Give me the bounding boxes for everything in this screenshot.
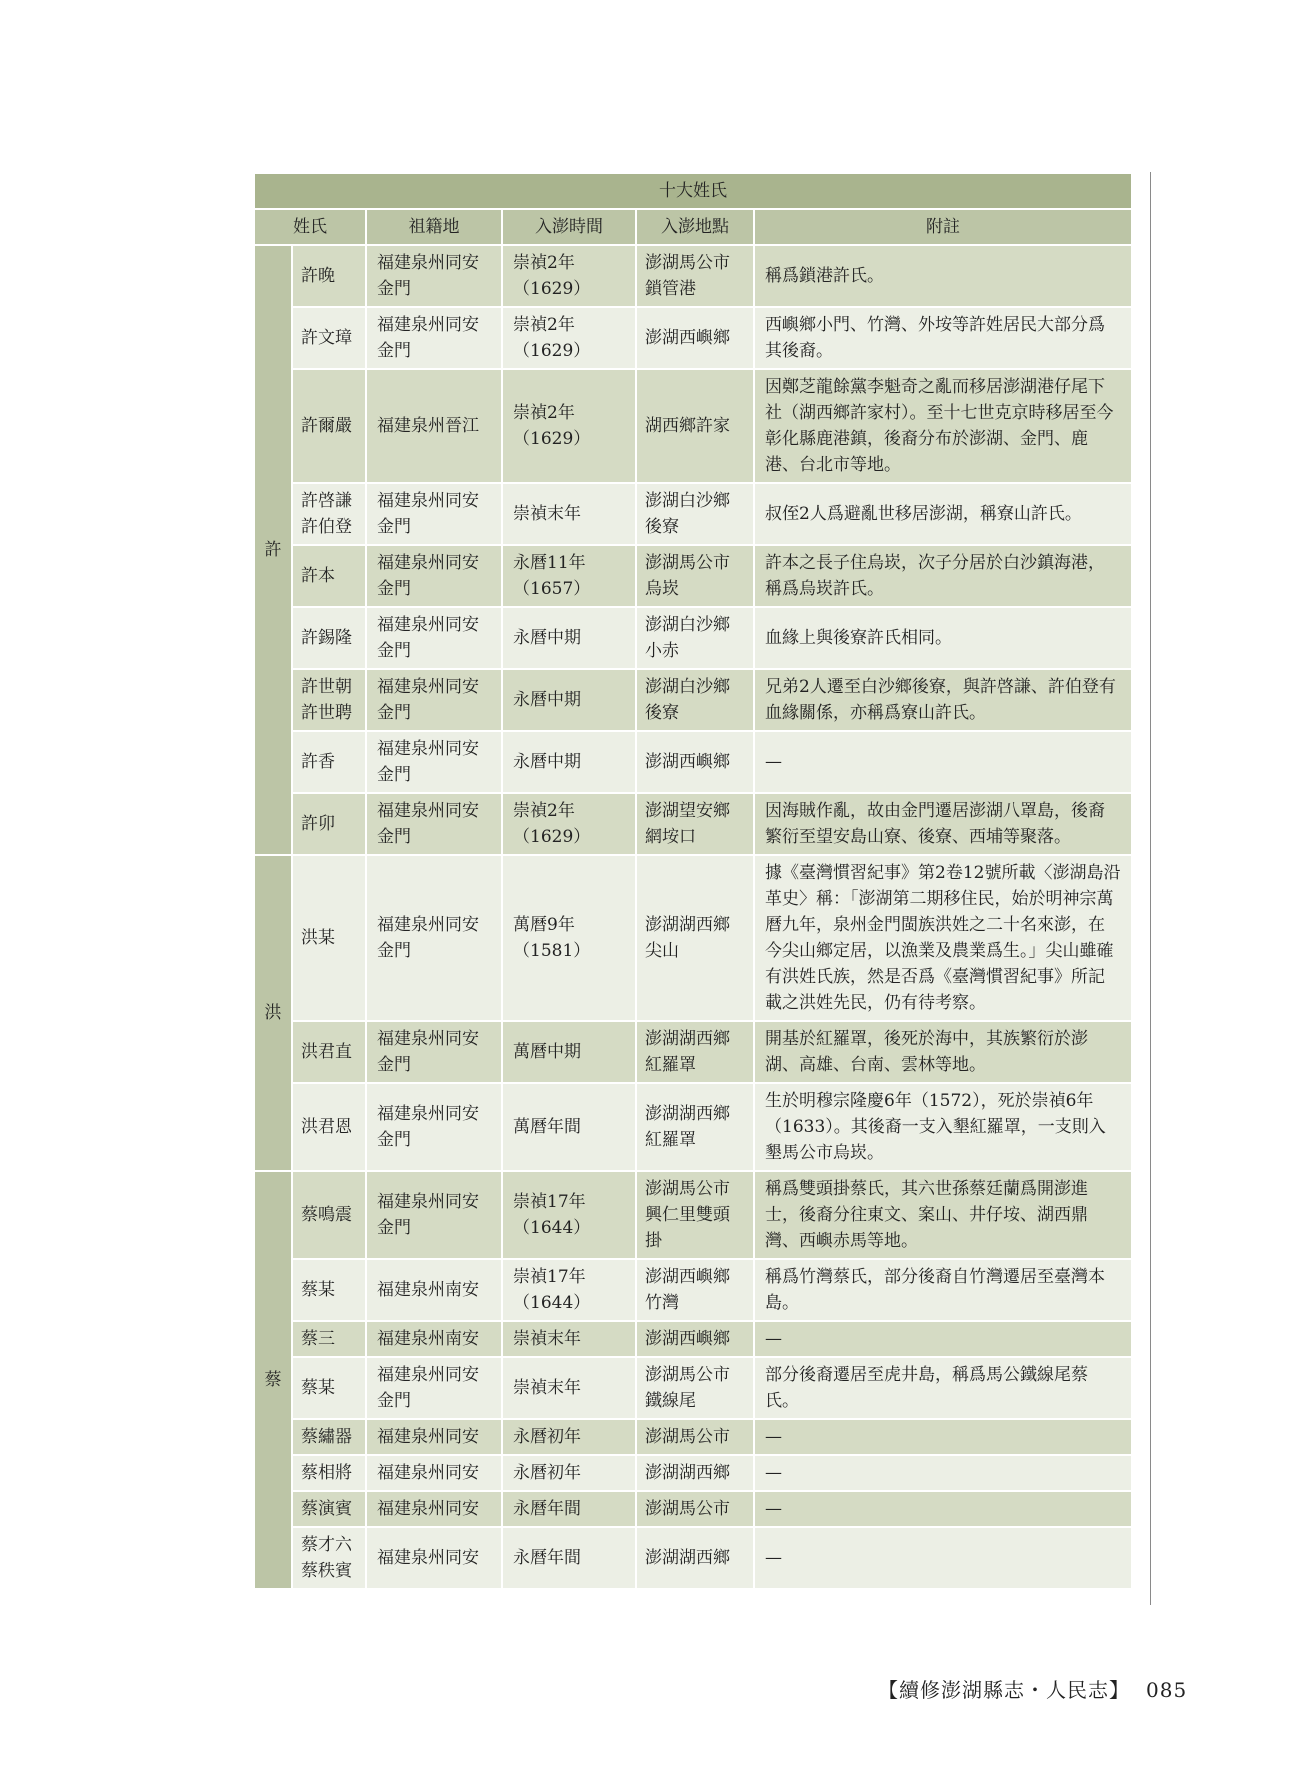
table-row: [254, 793, 1132, 855]
time-cell: 永曆中期: [502, 607, 636, 669]
origin-cell: 福建泉州同安金門: [366, 1357, 502, 1419]
place-cell: 澎湖湖西鄉: [636, 1455, 754, 1491]
note-cell: 稱爲鎖港許氏。: [754, 245, 1132, 307]
note-cell: 稱爲雙頭掛蔡氏，其六世孫蔡廷蘭爲開澎進士，後裔分往東文、案山、井仔垵、湖西鼎灣、西嶼赤馬等地。: [754, 1171, 1132, 1259]
place-cell: 澎湖白沙鄉後寮: [636, 669, 754, 731]
origin-cell: 福建泉州同安金門: [366, 607, 502, 669]
table-row: [254, 1527, 1132, 1589]
surname-table-container: [253, 172, 1131, 1590]
origin-cell: 福建泉州同安金門: [366, 855, 502, 1021]
place-cell: 澎湖馬公市鎖管港: [636, 245, 754, 307]
name-cell: 許世朝 許世聘: [292, 669, 366, 731]
origin-cell: 福建泉州同安金門: [366, 731, 502, 793]
table-row: [254, 1491, 1132, 1527]
place-cell: 澎湖馬公市鐵線尾: [636, 1357, 754, 1419]
name-cell: 蔡某: [292, 1357, 366, 1419]
note-cell: 因海賊作亂，故由金門遷居澎湖八罩島，後裔繁衍至望安島山寮、後寮、西埔等聚落。: [754, 793, 1132, 855]
table-body: [254, 245, 1132, 1589]
surname-table: [253, 172, 1133, 1590]
page-number: 085: [1146, 1678, 1188, 1702]
page-rule: [1150, 172, 1151, 1605]
origin-cell: 福建泉州同安金門: [366, 1021, 502, 1083]
note-cell: —: [754, 731, 1132, 793]
origin-cell: 福建泉州同安金門: [366, 1171, 502, 1259]
place-cell: 澎湖西嶼鄉: [636, 1321, 754, 1357]
place-cell: 澎湖馬公市: [636, 1491, 754, 1527]
surname-cell: 許: [254, 245, 292, 855]
header-note: 附註: [754, 209, 1132, 245]
note-cell: —: [754, 1321, 1132, 1357]
place-cell: 澎湖湖西鄉: [636, 1527, 754, 1589]
name-cell: 許文璋: [292, 307, 366, 369]
place-cell: 湖西鄉許家: [636, 369, 754, 483]
note-cell: 血緣上與後寮許氏相同。: [754, 607, 1132, 669]
time-cell: 崇禎2年（1629）: [502, 307, 636, 369]
time-cell: 永曆初年: [502, 1419, 636, 1455]
note-cell: —: [754, 1527, 1132, 1589]
origin-cell: 福建泉州晉江: [366, 369, 502, 483]
note-cell: —: [754, 1491, 1132, 1527]
origin-cell: 福建泉州同安金門: [366, 245, 502, 307]
name-cell: 洪君恩: [292, 1083, 366, 1171]
place-cell: 澎湖湖西鄉紅羅罩: [636, 1021, 754, 1083]
time-cell: 萬曆9年（1581）: [502, 855, 636, 1021]
note-cell: 開基於紅羅罩，後死於海中，其族繁衍於澎湖、高雄、台南、雲林等地。: [754, 1021, 1132, 1083]
header-time: 入澎時間: [502, 209, 636, 245]
table-row: [254, 1321, 1132, 1357]
note-cell: 部分後裔遷居至虎井島，稱爲馬公鐵線尾蔡氏。: [754, 1357, 1132, 1419]
place-cell: 澎湖西嶼鄉: [636, 307, 754, 369]
time-cell: 崇禎2年（1629）: [502, 793, 636, 855]
table-row: [254, 545, 1132, 607]
time-cell: 萬曆中期: [502, 1021, 636, 1083]
origin-cell: 福建泉州同安金門: [366, 545, 502, 607]
note-cell: 因鄭芝龍餘黨李魁奇之亂而移居澎湖港仔尾下社（湖西鄉許家村）。至十七世克京時移居至今彰化縣鹿港鎮，後裔分布於澎湖、金門、鹿港、台北市等地。: [754, 369, 1132, 483]
time-cell: 永曆初年: [502, 1455, 636, 1491]
place-cell: 澎湖馬公市: [636, 1419, 754, 1455]
origin-cell: 福建泉州南安: [366, 1259, 502, 1321]
name-cell: 許香: [292, 731, 366, 793]
place-cell: 澎湖馬公市烏崁: [636, 545, 754, 607]
surname-cell: 洪: [254, 855, 292, 1171]
table-caption: 十大姓氏: [254, 173, 1132, 209]
note-cell: —: [754, 1419, 1132, 1455]
name-cell: 許晚: [292, 245, 366, 307]
place-cell: 澎湖西嶼鄉: [636, 731, 754, 793]
time-cell: 永曆11年（1657）: [502, 545, 636, 607]
table-row: [254, 607, 1132, 669]
name-cell: 蔡鳴震: [292, 1171, 366, 1259]
origin-cell: 福建泉州同安: [366, 1419, 502, 1455]
table-row: [254, 1021, 1132, 1083]
name-cell: 蔡某: [292, 1259, 366, 1321]
page-footer: [878, 1674, 1187, 1703]
name-cell: 許啓謙 許伯登: [292, 483, 366, 545]
origin-cell: 福建泉州同安: [366, 1527, 502, 1589]
origin-cell: 福建泉州同安金門: [366, 483, 502, 545]
name-cell: 蔡演賓: [292, 1491, 366, 1527]
table-row: [254, 855, 1132, 1021]
table-row: [254, 483, 1132, 545]
time-cell: 崇禎2年（1629）: [502, 245, 636, 307]
table-row: [254, 307, 1132, 369]
note-cell: 西嶼鄉小門、竹灣、外垵等許姓居民大部分爲其後裔。: [754, 307, 1132, 369]
table-row: [254, 669, 1132, 731]
time-cell: 永曆中期: [502, 731, 636, 793]
place-cell: 澎湖湖西鄉紅羅罩: [636, 1083, 754, 1171]
header-origin: 祖籍地: [366, 209, 502, 245]
table-row: [254, 1419, 1132, 1455]
name-cell: 許本: [292, 545, 366, 607]
name-cell: 許錫隆: [292, 607, 366, 669]
time-cell: 永曆年間: [502, 1491, 636, 1527]
name-cell: 蔡繡器: [292, 1419, 366, 1455]
table-row: [254, 1171, 1132, 1259]
origin-cell: 福建泉州同安: [366, 1455, 502, 1491]
table-row: [254, 1083, 1132, 1171]
time-cell: 崇禎2年（1629）: [502, 369, 636, 483]
place-cell: 澎湖湖西鄉尖山: [636, 855, 754, 1021]
name-cell: 許爾嚴: [292, 369, 366, 483]
note-cell: 生於明穆宗隆慶6年（1572），死於崇禎6年（1633）。其後裔一支入墾紅羅罩，一支則入墾馬公市烏崁。: [754, 1083, 1132, 1171]
header-place: 入澎地點: [636, 209, 754, 245]
time-cell: 崇禎17年（1644）: [502, 1259, 636, 1321]
time-cell: 永曆年間: [502, 1527, 636, 1589]
name-cell: 蔡三: [292, 1321, 366, 1357]
time-cell: 永曆中期: [502, 669, 636, 731]
place-cell: 澎湖西嶼鄉竹灣: [636, 1259, 754, 1321]
place-cell: 澎湖望安鄉網垵口: [636, 793, 754, 855]
note-cell: 稱爲竹灣蔡氏，部分後裔自竹灣遷居至臺灣本島。: [754, 1259, 1132, 1321]
note-cell: —: [754, 1455, 1132, 1491]
origin-cell: 福建泉州南安: [366, 1321, 502, 1357]
name-cell: 許卯: [292, 793, 366, 855]
name-cell: 蔡相將: [292, 1455, 366, 1491]
time-cell: 崇禎末年: [502, 483, 636, 545]
note-cell: 兄弟2人遷至白沙鄉後寮，與許啓謙、許伯登有血緣關係，亦稱爲寮山許氏。: [754, 669, 1132, 731]
place-cell: 澎湖馬公市興仁里雙頭掛: [636, 1171, 754, 1259]
place-cell: 澎湖白沙鄉後寮: [636, 483, 754, 545]
origin-cell: 福建泉州同安金門: [366, 307, 502, 369]
time-cell: 崇禎末年: [502, 1321, 636, 1357]
time-cell: 萬曆年間: [502, 1083, 636, 1171]
table-row: [254, 731, 1132, 793]
time-cell: 崇禎17年（1644）: [502, 1171, 636, 1259]
note-cell: 叔侄2人爲避亂世移居澎湖，稱寮山許氏。: [754, 483, 1132, 545]
name-cell: 洪君直: [292, 1021, 366, 1083]
origin-cell: 福建泉州同安: [366, 1491, 502, 1527]
name-cell: 洪某: [292, 855, 366, 1021]
table-row: [254, 1259, 1132, 1321]
origin-cell: 福建泉州同安金門: [366, 669, 502, 731]
note-cell: 許本之長子住烏崁，次子分居於白沙鎮海港，稱爲烏崁許氏。: [754, 545, 1132, 607]
time-cell: 崇禎末年: [502, 1357, 636, 1419]
origin-cell: 福建泉州同安金門: [366, 793, 502, 855]
note-cell: 據《臺灣慣習紀事》第2卷12號所載〈澎湖島沿革史〉稱：「澎湖第二期移住民，始於明神宗萬曆九年，泉州金門閩族洪姓之二十名來澎，在今尖山鄉定居，以漁業及農業爲生。」尖山雖確有洪姓氏族，然是否爲《臺灣慣習紀事》所記載之洪姓先民，仍有待考察。: [754, 855, 1132, 1021]
table-row: [254, 1357, 1132, 1419]
place-cell: 澎湖白沙鄉小赤: [636, 607, 754, 669]
header-surname: 姓氏: [254, 209, 366, 245]
name-cell: 蔡才六 蔡秩賓: [292, 1527, 366, 1589]
footer-title: 【續修澎湖縣志・人民志】: [878, 1678, 1130, 1702]
table-row: [254, 369, 1132, 483]
table-row: [254, 1455, 1132, 1491]
origin-cell: 福建泉州同安金門: [366, 1083, 502, 1171]
table-row: [254, 245, 1132, 307]
surname-cell: 蔡: [254, 1171, 292, 1589]
